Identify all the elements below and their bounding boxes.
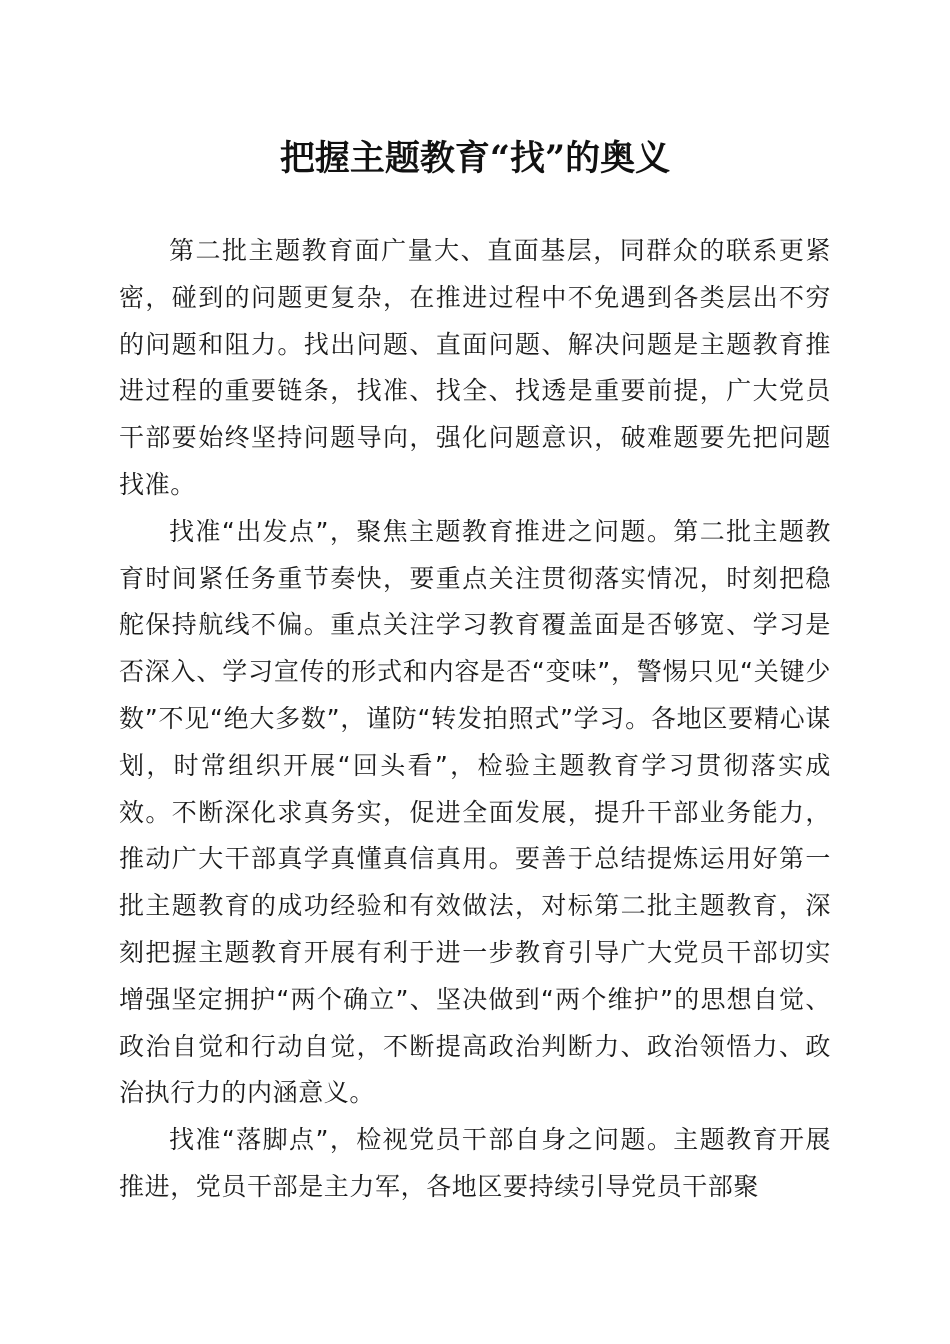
document-title: 把握主题教育“找”的奥义 [279,138,671,179]
paragraph-2: 找准“出发点”，聚焦主题教育推进之问题。第二批主题教育时间紧任务重节奏快，要重点关注贯彻落实情况，时刻把稳舵保持航线不偏。重点关注学习教育覆盖面是否够宽、学习是否深入、学习宣传的形式和内容是否“变味”，警惕只见“关键少数”不见“绝大多数”，谨防“转发拍照式”学习。各地区要精心谋划，时常组织开展“回头看”，检验主题教育学习贯彻落实成效。不断深化求真务实，促进全面发展，提升干部业务能力，推动广大干部真学真懂真信真用。要善于总结提炼运用好第一批主题教育的成功经验和有效做法，对标第二批主题教育，深刻把握主题教育开展有利于进一步教育引导广大党员干部切实增强坚定拥护“两个确立”、坚决做到“两个维护”的思想自觉、政治自觉和行动自觉，不断提高政治判断力、政治领悟力、政治执行力的内涵意义。 [119,516,831,1108]
document-body [119,228,831,1211]
paragraph-1: 第二批主题教育面广量大、直面基层，同群众的联系更紧密，碰到的问题更复杂，在推进过程中不免遇到各类层出不穷的问题和阻力。找出问题、直面问题、解决问题是主题教育推进过程的重要链条，找准、找全、找透是重要前提，广大党员干部要始终坚持问题导向，强化问题意识，破难题要先把问题找准。 [119,236,831,499]
paragraph-3: 找准“落脚点”，检视党员干部自身之问题。主题教育开展推进，党员干部是主力军，各地区要持续引导党员干部聚 [119,1125,831,1201]
